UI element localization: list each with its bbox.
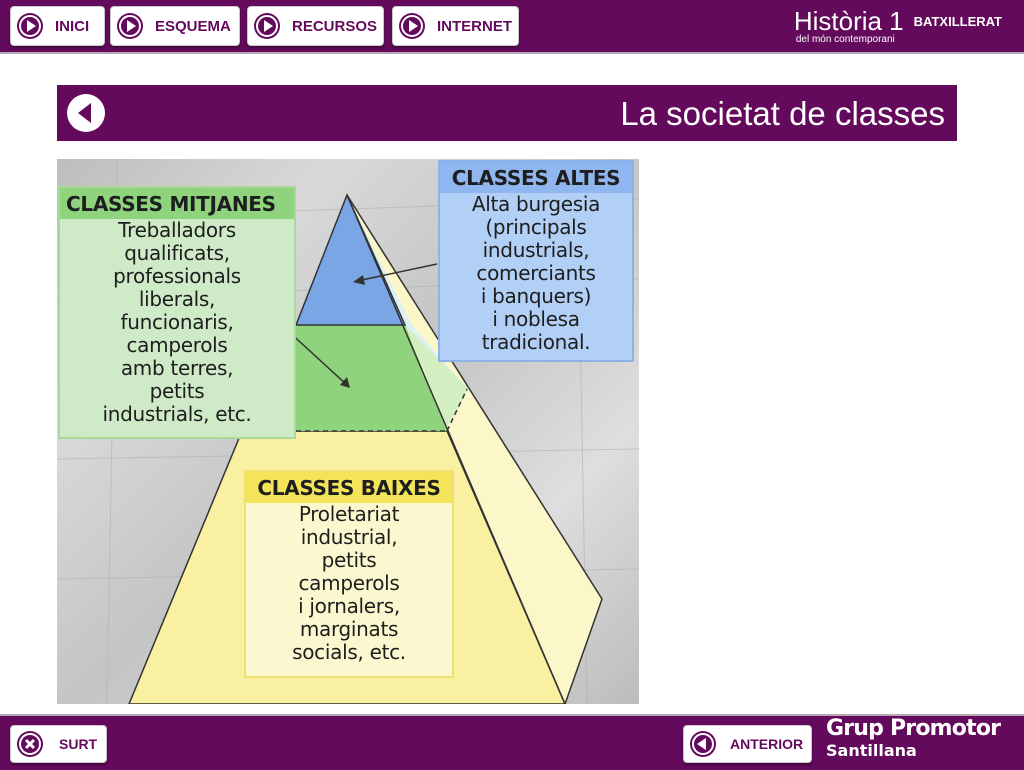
play-icon [254, 13, 280, 39]
play-icon [399, 13, 425, 39]
box-text: Treballadors qualificats, professionals liberals, funcionaris, camperols amb terres, petits industrials, etc. [102, 218, 252, 426]
nav-button-label: INICI [55, 17, 90, 35]
publisher-logo [826, 718, 1000, 762]
box-heading: CLASSES ALTES [440, 162, 632, 193]
nav-button-esquema[interactable] [110, 6, 240, 46]
exit-label: SURT [59, 736, 98, 752]
course-subtitle: del món contemporani [795, 34, 895, 45]
previous-button[interactable] [683, 725, 812, 763]
box-classes-baixes [244, 470, 454, 678]
logo-line-1: Grup Promotor [826, 716, 1001, 741]
course-level: BATXILLERAT [913, 14, 1002, 29]
nav-button-recursos[interactable] [247, 6, 384, 46]
left-arrow-icon [690, 731, 716, 757]
close-icon [17, 731, 43, 757]
page-title: La societat de classes [620, 95, 945, 132]
exit-button[interactable] [10, 725, 107, 763]
page-header [57, 85, 957, 141]
nav-button-label: INTERNET [437, 17, 512, 35]
bottom-bar [0, 714, 1024, 770]
play-icon [17, 13, 43, 39]
course-brand [793, 6, 1002, 45]
course-title: Història 1 [793, 6, 904, 36]
box-classes-mitjanes [58, 186, 296, 439]
back-button[interactable] [67, 94, 105, 132]
nav-button-internet[interactable] [392, 6, 519, 46]
box-heading: CLASSES BAIXES [246, 472, 452, 503]
social-pyramid-figure [57, 159, 639, 704]
previous-label: ANTERIOR [730, 736, 804, 752]
box-text: Alta burgesia (principals industrials, comerciants i banquers) i noblesa tradicional. [471, 192, 601, 354]
nav-button-label: ESQUEMA [155, 17, 231, 35]
left-arrow-icon [67, 94, 105, 132]
play-icon [117, 13, 143, 39]
logo-line-2: Santillana [826, 741, 917, 760]
top-navigation-bar [0, 0, 1024, 54]
nav-button-label: RECURSOS [292, 17, 378, 35]
box-heading: CLASSES MITJANES [60, 188, 294, 219]
nav-button-inici[interactable] [10, 6, 105, 46]
box-text: Proletariat industrial, petits camperols i jornalers, marginats socials, etc. [292, 502, 406, 664]
box-classes-altes [438, 160, 634, 362]
